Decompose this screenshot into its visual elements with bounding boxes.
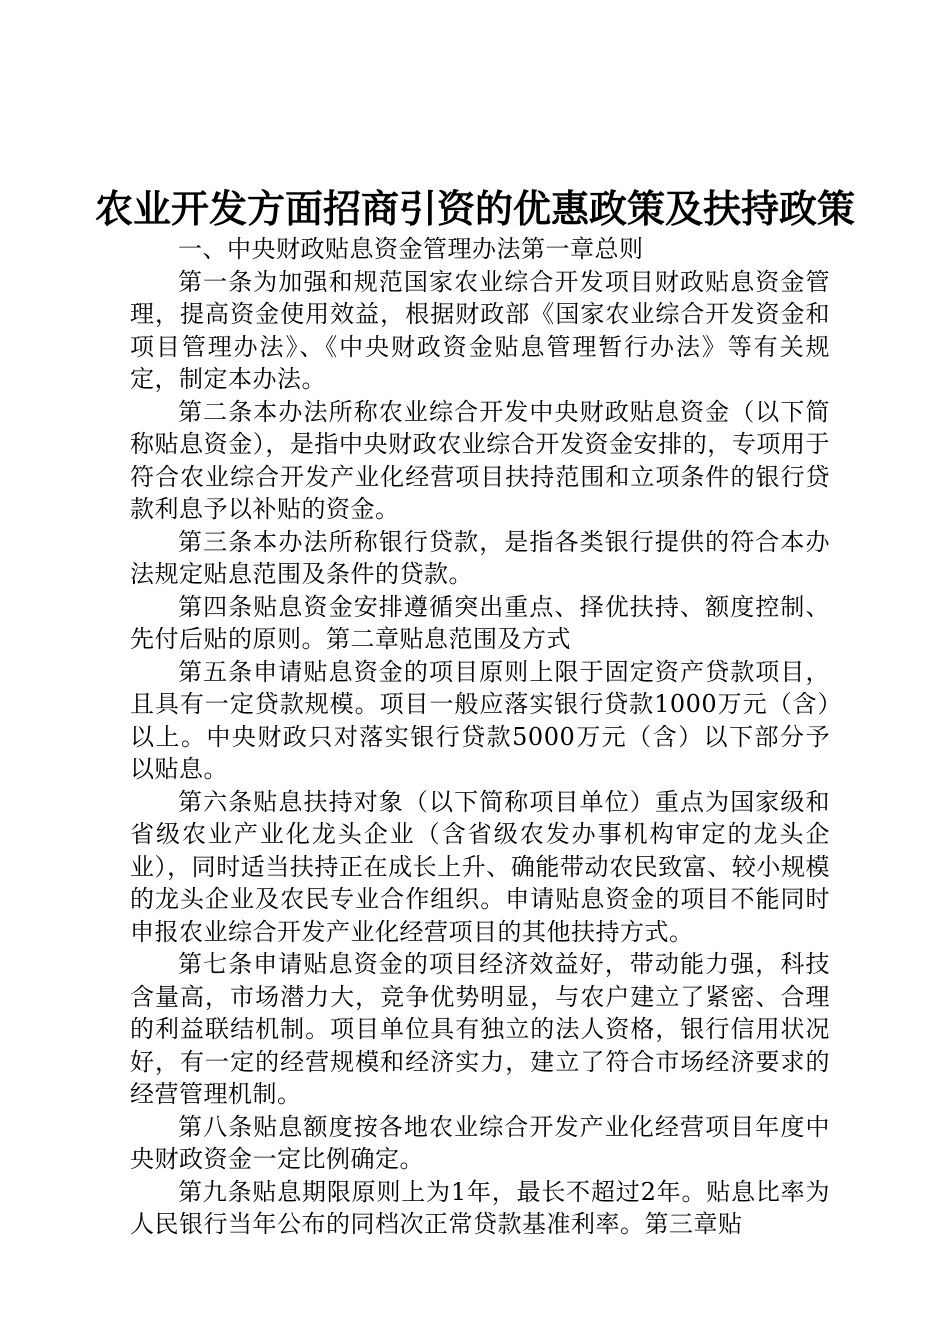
document-title: 农业开发方面招商引资的优惠政策及扶持政策 — [94, 186, 855, 231]
paragraph-article-9: 第九条贴息期限原则上为1年，最长不超过2年。贴息比率为人民银行当年公布的同档次正常贷款基准利率。第三章贴 — [130, 1177, 830, 1238]
paragraph-article-3: 第三条本办法所称银行贷款，是指各类银行提供的符合本办法规定贴息范围及条件的贷款。 — [130, 527, 830, 588]
paragraph-article-1: 第一条为加强和规范国家农业综合开发项目财政贴息资金管理，提高资金使用效益，根据财政部《国家农业综合开发资金和项目管理办法》、《中央财政资金贴息管理暂行办法》等有关规定，制定本办法。 — [130, 267, 830, 393]
paragraph-article-2: 第二条本办法所称农业综合开发中央财政贴息资金（以下简称贴息资金），是指中央财政农业综合开发资金安排的，专项用于符合农业综合开发产业化经营项目扶持范围和立项条件的银行贷款利息予以补贴的资金。 — [130, 397, 830, 523]
paragraph-article-5: 第五条申请贴息资金的项目原则上限于固定资产贷款项目，且具有一定贷款规模。项目一般应落实银行贷款1000万元（含）以上。中央财政只对落实银行贷款5000万元（含）以下部分予以贴息。 — [130, 657, 830, 783]
paragraph-article-4: 第四条贴息资金安排遵循突出重点、择优扶持、额度控制、先付后贴的原则。第二章贴息范围及方式 — [130, 592, 830, 653]
paragraph-section-heading: 一、中央财政贴息资金管理办法第一章总则 — [178, 235, 644, 263]
document-body — [130, 233, 830, 1241]
paragraph-article-6: 第六条贴息扶持对象（以下简称项目单位）重点为国家级和省级农业产业化龙头企业（含省级农发办事机构审定的龙头企业），同时适当扶持正在成长上升、确能带动农民致富、较小规模的龙头企业及农民专业合作组织。申请贴息资金的项目不能同时申报农业综合开发产业化经营项目的其他扶持方式。 — [130, 787, 830, 946]
paragraph-article-7: 第七条申请贴息资金的项目经济效益好，带动能力强，科技含量高，市场潜力大，竞争优势明显，与农户建立了紧密、合理的利益联结机制。项目单位具有独立的法人资格，银行信用状况好，有一定的经营规模和经济实力，建立了符合市场经济要求的经营管理机制。 — [130, 950, 830, 1108]
paragraph-article-8: 第八条贴息额度按各地农业综合开发产业化经营项目年度中央财政资金一定比例确定。 — [130, 1112, 830, 1173]
